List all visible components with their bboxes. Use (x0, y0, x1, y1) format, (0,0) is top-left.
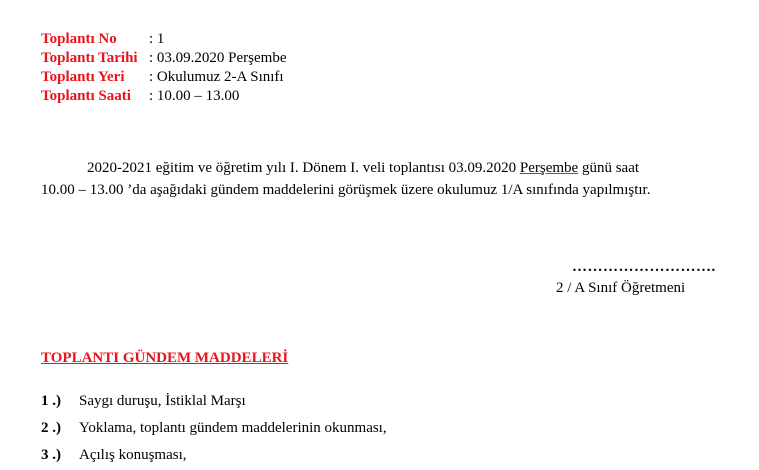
agenda-item-text: Saygı duruşu, İstiklal Marşı (79, 393, 246, 409)
signature-dots: ………………………. (572, 259, 716, 275)
meeting-date-value: : 03.09.2020 Perşembe (149, 50, 287, 66)
agenda-item-text: Yoklama, toplantı gündem maddelerinin okunması, (79, 420, 387, 436)
meeting-time-value: : 10.00 – 13.00 (149, 88, 240, 104)
agenda-item (41, 442, 387, 469)
intro-underlined-word: Perşembe (519, 160, 579, 176)
intro-text-before: 2020-2021 eğitim ve öğretim yılı I. Dönem I. veli toplantısı 03.09.2020 (87, 160, 520, 176)
meeting-place-value: : Okulumuz 2-A Sınıfı (149, 69, 284, 85)
intro-paragraph (41, 157, 721, 201)
agenda-item-number: 3 .) (41, 447, 61, 463)
intro-line-2: 10.00 – 13.00 ’da aşağıdaki gündem maddelerini görüşmek üzere okulumuz 1/A sınıfında yapılmıştır. (41, 182, 651, 198)
agenda-item-number: 1 .) (41, 393, 61, 409)
meeting-number-value: : 1 (149, 31, 165, 47)
agenda-item (41, 415, 387, 442)
meeting-place-row (41, 68, 286, 87)
meeting-number-row (41, 30, 286, 49)
meeting-info (41, 30, 286, 106)
meeting-time-label: Toplantı Saati (41, 88, 131, 104)
meeting-number-label: Toplantı No (41, 31, 117, 47)
meeting-place-label: Toplantı Yeri (41, 69, 125, 85)
agenda-item (41, 388, 387, 415)
agenda-list (41, 388, 387, 469)
meeting-date-label: Toplantı Tarihi (41, 50, 138, 66)
agenda-heading: TOPLANTI GÜNDEM MADDELERİ (41, 350, 289, 366)
intro-text-after: günü saat (578, 160, 640, 176)
meeting-date-row (41, 49, 286, 68)
intro-line-1 (41, 157, 721, 179)
meeting-time-row (41, 87, 286, 106)
signature-title: 2 / A Sınıf Öğretmeni (556, 280, 686, 296)
agenda-item-text: Açılış konuşması, (79, 447, 187, 463)
agenda-item-number: 2 .) (41, 420, 61, 436)
signature-block (556, 258, 716, 298)
